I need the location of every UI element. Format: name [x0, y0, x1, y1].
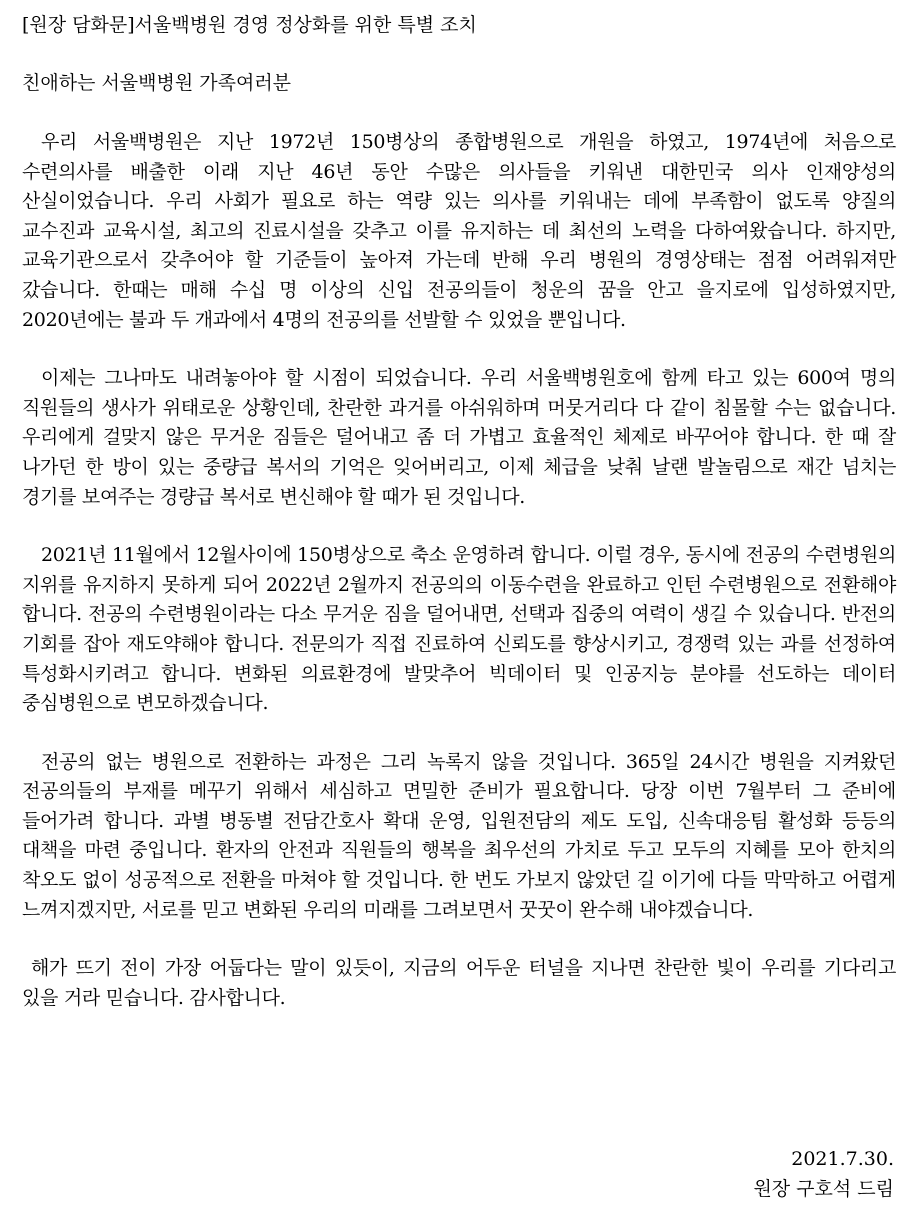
document-date: 2021.7.30. — [791, 1148, 894, 1170]
paragraph-plan: 2021년 11월에서 12월사이에 150병상으로 축소 운영하려 합니다. 이럴 경우, 동시에 전공의 수련병원의 지위를 유지하지 못하게 되어 2022년 2월까지 전공의의 이동수련을 완료하고 인턴 수련병원으로 전환해야 합니다. 전공의 수련병원이라는 다소 무거운 짐을 덜어내면, 선택과 집중의 여력이 생길 수 있습니다. 반전의 기회를 잡아 재도약해야 합니다. 전문의가 직접 진료하여 신뢰도를 향상시키고, 경쟁력 있는 과를 선정하여 특성화시키려고 합니다. 변화된 의료환경에 발맞추어 빅데이터 및 인공지능 분야를 선도하는 데이터 중심병원으로 변모하겠습니다. — [22, 544, 896, 715]
document-body — [22, 10, 896, 1013]
paragraph-transition: 전공의 없는 병원으로 전환하는 과정은 그리 녹록지 않을 것입니다. 365일 24시간 병원을 지켜왔던 전공의들의 부재를 메꾸기 위해서 세심하고 면밀한 준비가 필요합니다. 당장 이번 7월부터 그 준비에 들어가려 합니다. 과별 병동별 전담간호사 확대 운영, 입원전담의 제도 도입, 신속대응팀 활성화 등등의 대책을 마련 중입니다. 환자의 안전과 직원들의 행복을 최우선의 가치로 두고 모두의 지혜를 모아 한치의 착오도 없이 성공적으로 전환을 마쳐야 할 것입니다. 한 번도 가보지 않았던 길 이기에 다들 막막하고 어렵게 느껴지겠지만, 서로를 믿고 변화된 우리의 미래를 그려보면서 꿋꿋이 완수해 내야겠습니다. — [22, 750, 896, 921]
document-signature: 원장 구호석 드림 — [753, 1178, 894, 1200]
document-title: [원장 담화문]서울백병원 경영 정상화를 위한 특별 조치 — [22, 14, 477, 36]
greeting-line: 친애하는 서울백병원 가족여러분 — [22, 72, 292, 94]
paragraph-history: 우리 서울백병원은 지난 1972년 150병상의 종합병원으로 개원을 하였고, 1974년에 처음으로 수련의사를 배출한 이래 지난 46년 동안 수많은 의사들을 키워낸 대한민국 의사 인재양성의 산실이었습니다. 우리 사회가 필요로 하는 역량 있는 의사를 키워내는 데에 부족함이 없도록 양질의 교수진과 교육시설, 최고의 진료시설을 갖추고 이를 유지하는 데 최선의 노력을 다하여왔습니다. 하지만, 교육기관으로서 갖추어야 할 기준들이 높아져 가는데 반해 우리 병원의 경영상태는 점점 어려워져만 갔습니다. 한때는 매해 수십 명 이상의 신입 전공의들이 청운의 꿈을 안고 을지로에 입성하였지만, 2020년에는 불과 두 개과에서 4명의 전공의를 선발할 수 있었을 뿐입니다. — [22, 131, 896, 331]
paragraph-decision: 이제는 그나마도 내려놓아야 할 시점이 되었습니다. 우리 서울백병원호에 함께 타고 있는 600여 명의 직원들의 생사가 위태로운 상황인데, 찬란한 과거를 아쉬워하며 머뭇거리다 다 같이 침몰할 수는 없습니다. 우리에게 걸맞지 않은 무거운 짐들은 덜어내고 좀 더 가볍고 효율적인 체제로 바꾸어야 합니다. 한 때 잘 나가던 한 방이 있는 중량급 복서의 기억은 잊어버리고, 이제 체급을 낮춰 날랜 발놀림으로 재간 넘치는 경기를 보여주는 경량급 복서로 변신해야 할 때가 된 것입니다. — [22, 367, 896, 508]
paragraph-closing: 해가 뜨기 전이 가장 어둡다는 말이 있듯이, 지금의 어두운 터널을 지나면 찬란한 빛이 우리를 기다리고 있을 거라 믿습니다. 감사합니다. — [22, 957, 896, 1009]
